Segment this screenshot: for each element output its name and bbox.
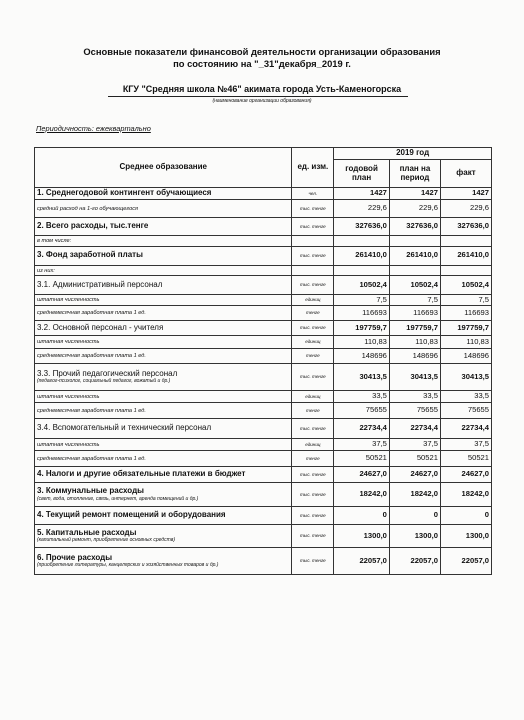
table-row [35, 295, 492, 306]
row-value-period: 116693 [389, 306, 440, 321]
row-value-period: 22734,4 [389, 419, 440, 439]
periodicity-label: Периодичность: ежеквартально [36, 124, 151, 133]
row-value-fact: 327636,0 [440, 218, 491, 236]
row-value-fact: 229,6 [440, 200, 491, 218]
row-unit: тыс. тенге [292, 246, 334, 265]
row-value-fact: 0 [440, 507, 491, 525]
table-row [35, 349, 492, 364]
table-row [35, 236, 492, 247]
header-period-plan: план на период [389, 160, 440, 188]
row-value-annual: 33,5 [334, 391, 390, 403]
row-value-period: 18242,0 [389, 483, 440, 507]
table-row [35, 391, 492, 403]
row-label: 3.3. Прочий педагогический персонал [37, 368, 178, 378]
row-value-fact: 10502,4 [440, 276, 491, 295]
row-unit: тыс. тенге [292, 548, 334, 575]
table-row [35, 403, 492, 419]
row-value-annual: 261410,0 [334, 246, 390, 265]
row-value-period: 24627,0 [389, 467, 440, 483]
row-value-fact: 37,5 [440, 439, 491, 451]
row-label: среднемесячная заработная плата 1 ед. [37, 353, 146, 360]
header-fact: факт [440, 160, 491, 188]
financial-indicators-table [34, 147, 492, 575]
row-value-fact: 197759,7 [440, 321, 491, 336]
row-label: 2. Всего расходы, тыс.тенге [37, 221, 149, 231]
row-unit: тыс. тенге [292, 419, 334, 439]
title-line-1: Основные показатели финансовой деятельности организации образования [83, 46, 441, 57]
row-label-cell [35, 321, 292, 336]
row-value-annual: 327636,0 [334, 218, 390, 236]
row-value-annual: 10502,4 [334, 276, 390, 295]
row-value-annual: 24627,0 [334, 467, 390, 483]
table-row [35, 507, 492, 525]
row-value-fact: 30413,5 [440, 364, 491, 391]
row-unit: тыс. тенге [292, 525, 334, 548]
row-unit: тенге [292, 403, 334, 419]
row-value-fact: 50521 [440, 451, 491, 467]
table-row [35, 336, 492, 349]
row-value-annual [334, 265, 390, 276]
row-unit [292, 236, 334, 247]
row-unit: тыс. тенге [292, 321, 334, 336]
row-value-period: 197759,7 [389, 321, 440, 336]
row-label-cell [35, 236, 292, 247]
row-unit: тенге [292, 306, 334, 321]
row-label: среднемесячная заработная плата 1 ед. [37, 407, 146, 414]
row-label-cell [35, 439, 292, 451]
row-value-annual: 197759,7 [334, 321, 390, 336]
organization-name: КГУ "Средняя школа №46" акимата города Усть-Каменогорска [122, 84, 402, 94]
row-value-period [389, 236, 440, 247]
table-row [35, 276, 492, 295]
row-value-annual: 50521 [334, 451, 390, 467]
row-label: штатная численность [37, 297, 100, 304]
row-label-cell [35, 507, 292, 525]
row-value-period: 10502,4 [389, 276, 440, 295]
row-unit: тыс. тенге [292, 364, 334, 391]
row-unit: единиц [292, 439, 334, 451]
table-row [35, 306, 492, 321]
row-value-period [389, 265, 440, 276]
row-value-annual: 110,83 [334, 336, 390, 349]
row-sublabel: (приобретение литературы, канцелярских и хозяйственных товаров и др.) [37, 562, 219, 569]
row-value-period: 261410,0 [389, 246, 440, 265]
row-value-period: 50521 [389, 451, 440, 467]
row-label-cell [35, 218, 292, 236]
row-unit: тыс. тенге [292, 276, 334, 295]
row-label: среднемесячная заработная плата 1 ед. [37, 310, 146, 317]
row-value-fact [440, 236, 491, 247]
row-label: средний расход на 1-го обучающегося [37, 205, 138, 212]
row-unit [292, 265, 334, 276]
row-value-period: 327636,0 [389, 218, 440, 236]
row-value-fact: 116693 [440, 306, 491, 321]
row-label: 3. Коммунальные расходы [37, 486, 144, 496]
row-value-fact: 75655 [440, 403, 491, 419]
row-value-period: 110,83 [389, 336, 440, 349]
row-label-cell [35, 548, 292, 575]
row-value-fact: 110,83 [440, 336, 491, 349]
row-label: 4. Текущий ремонт помещений и оборудования [37, 510, 226, 520]
table-row [35, 483, 492, 507]
row-unit: тыс. тенге [292, 507, 334, 525]
row-value-period: 22057,0 [389, 548, 440, 575]
row-label-cell [35, 349, 292, 364]
table-row [35, 419, 492, 439]
row-value-annual: 7,5 [334, 295, 390, 306]
row-value-annual: 37,5 [334, 439, 390, 451]
row-label-cell [35, 419, 292, 439]
table-row [35, 467, 492, 483]
row-label: 4. Налоги и другие обязательные платежи в бюджет [37, 469, 246, 479]
row-unit: единиц [292, 295, 334, 306]
row-value-fact: 261410,0 [440, 246, 491, 265]
row-label-cell [35, 200, 292, 218]
row-sublabel: (педагог-психолог, социальный педагог, вожатый и др.) [37, 378, 171, 385]
row-label-cell [35, 246, 292, 265]
row-label: 3.1. Административный персонал [37, 279, 163, 289]
row-label: 6. Прочие расходы [37, 552, 113, 562]
title-line-2: по состоянию на "_31"декабря_2019 г. [173, 58, 351, 69]
row-label: 5. Капитальные расходы [37, 527, 137, 537]
document-title [0, 46, 524, 70]
row-label: 3. Фонд заработной платы [37, 250, 143, 260]
row-value-period: 75655 [389, 403, 440, 419]
row-label-cell [35, 336, 292, 349]
header-unit: ед. изм. [292, 148, 334, 188]
row-value-fact: 1427 [440, 188, 491, 200]
row-unit: единиц [292, 391, 334, 403]
row-value-annual: 1300,0 [334, 525, 390, 548]
row-value-annual: 30413,5 [334, 364, 390, 391]
table-row [35, 525, 492, 548]
row-label-cell [35, 295, 292, 306]
row-label-cell [35, 403, 292, 419]
row-label-cell [35, 306, 292, 321]
row-value-period: 0 [389, 507, 440, 525]
row-value-annual: 18242,0 [334, 483, 390, 507]
table-row [35, 439, 492, 451]
row-unit: тенге [292, 451, 334, 467]
row-label-cell [35, 188, 292, 200]
row-value-annual [334, 236, 390, 247]
row-value-fact: 22057,0 [440, 548, 491, 575]
row-value-fact [440, 265, 491, 276]
row-value-fact: 148696 [440, 349, 491, 364]
row-value-period: 33,5 [389, 391, 440, 403]
row-value-period: 1300,0 [389, 525, 440, 548]
row-unit: тыс. тенге [292, 218, 334, 236]
table-row [35, 200, 492, 218]
table-row [35, 265, 492, 276]
row-value-annual: 22057,0 [334, 548, 390, 575]
row-label: штатная численность [37, 441, 100, 448]
row-label-cell [35, 391, 292, 403]
row-value-fact: 22734,4 [440, 419, 491, 439]
row-value-period: 37,5 [389, 439, 440, 451]
row-value-period: 148696 [389, 349, 440, 364]
row-sublabel: (свет, вода, отопление, связь, интернет, аренда помещений и др.) [37, 495, 199, 502]
row-value-annual: 22734,4 [334, 419, 390, 439]
row-label: штатная численность [37, 393, 100, 400]
row-value-fact: 24627,0 [440, 467, 491, 483]
header-name: Среднее образование [35, 148, 292, 188]
row-value-annual: 229,6 [334, 200, 390, 218]
table-body [35, 188, 492, 575]
row-label-cell [35, 276, 292, 295]
table-row [35, 321, 492, 336]
row-value-fact: 7,5 [440, 295, 491, 306]
table-row [35, 364, 492, 391]
row-unit: единиц [292, 336, 334, 349]
row-label: 3.4. Вспомогательный и технический персонал [37, 423, 212, 433]
row-label-cell [35, 483, 292, 507]
row-label: штатная численность [37, 339, 100, 346]
organization-underline [108, 96, 408, 97]
row-sublabel: (капитальный ремонт, приобретение основных средств) [37, 537, 176, 544]
row-label-cell [35, 451, 292, 467]
row-value-period: 229,6 [389, 200, 440, 218]
row-unit: тыс. тенге [292, 200, 334, 218]
row-unit: тенге [292, 349, 334, 364]
row-unit: чел. [292, 188, 334, 200]
row-label: в том числе: [37, 238, 72, 244]
row-value-annual: 1427 [334, 188, 390, 200]
row-label: 3.2. Основной персонал - учителя [37, 322, 164, 332]
header-annual-plan: годовой план [334, 160, 390, 188]
header-year: 2019 год [334, 148, 492, 160]
table-row [35, 188, 492, 200]
row-value-annual: 116693 [334, 306, 390, 321]
row-value-annual: 0 [334, 507, 390, 525]
row-value-fact: 33,5 [440, 391, 491, 403]
row-unit: тыс. тенге [292, 467, 334, 483]
row-value-fact: 1300,0 [440, 525, 491, 548]
row-label-cell [35, 525, 292, 548]
table-row [35, 218, 492, 236]
row-label: из них: [37, 267, 55, 274]
row-value-fact: 18242,0 [440, 483, 491, 507]
table-row [35, 548, 492, 575]
row-value-annual: 148696 [334, 349, 390, 364]
organization-caption: (наименование организации образования) [212, 98, 312, 104]
row-value-period: 7,5 [389, 295, 440, 306]
row-unit: тыс. тенге [292, 483, 334, 507]
row-value-annual: 75655 [334, 403, 390, 419]
row-label: среднемесячная заработная плата 1 ед. [37, 455, 146, 462]
row-label: 1. Среднегодовой контингент обучающиеся [37, 188, 212, 198]
row-label-cell [35, 364, 292, 391]
row-label-cell [35, 265, 292, 276]
row-value-period: 1427 [389, 188, 440, 200]
row-label-cell [35, 467, 292, 483]
table-row [35, 246, 492, 265]
row-value-period: 30413,5 [389, 364, 440, 391]
table-row [35, 451, 492, 467]
